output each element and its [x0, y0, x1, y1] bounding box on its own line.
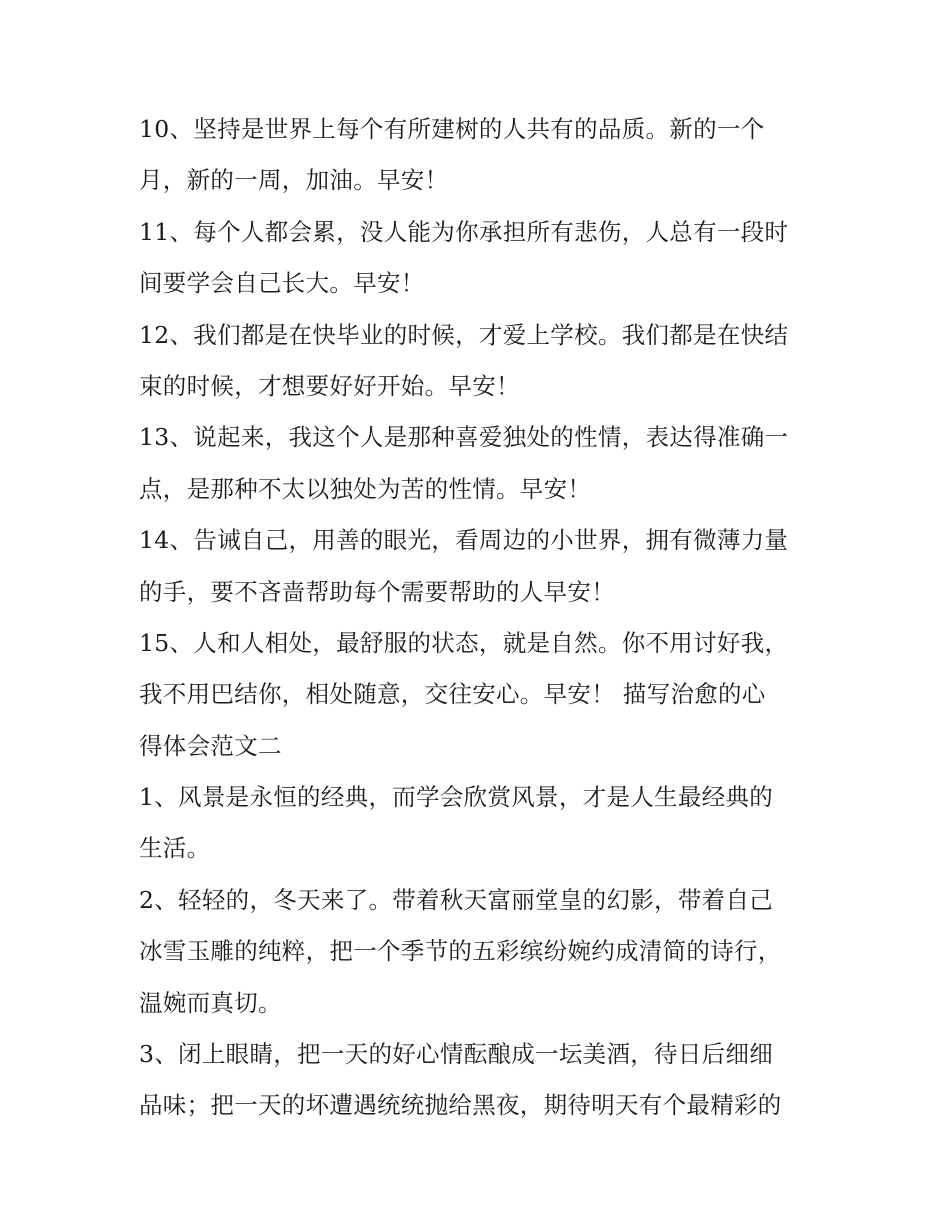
text-line: 间要学会自己长大。早安！ — [139, 269, 425, 298]
text-line: 14、告诫自己，用善的眼光，看周边的小世界，拥有微薄力量 — [139, 526, 789, 555]
text-line: 的手，要不吝啬帮助每个需要帮助的人早安！ — [139, 577, 615, 606]
text-line: 月，新的一周，加油。早安！ — [139, 166, 449, 195]
text-line: 2、轻轻的，冬天来了。带着秋天富丽堂皇的幻影，带着自己 — [139, 885, 774, 914]
document-body — [139, 104, 829, 1132]
text-line: 11、每个人都会累，没人能为你承担所有悲伤，人总有一段时 — [139, 217, 789, 246]
text-line: 束的时候，才想要好好开始。早安！ — [139, 371, 520, 400]
text-line: 点，是那种不太以独处为苦的性情。早安！ — [139, 474, 592, 503]
text-line: 冰雪玉雕的纯粹，把一个季节的五彩缤纷婉约成清简的诗行， — [139, 937, 782, 966]
text-line: 品味；把一天的坏遭遇统统抛给黑夜，期待明天有个最精彩的 — [139, 1091, 782, 1120]
text-line: 12、我们都是在快毕业的时候，才爱上学校。我们都是在快结 — [139, 320, 789, 349]
text-line: 3、闭上眼睛，把一天的好心情酝酿成一坛美酒，待日后细细 — [139, 1040, 774, 1069]
text-line: 温婉而真切。 — [139, 988, 282, 1017]
text-line: 15、人和人相处，最舒服的状态，就是自然。你不用讨好我， — [139, 628, 789, 657]
text-line: 得体会范文二 — [139, 731, 282, 760]
text-line: 我不用巴结你，相处随意，交往安心。早安！ 描写治愈的心 — [139, 680, 766, 709]
text-line: 10、坚持是世界上每个有所建树的人共有的品质。新的一个 — [139, 115, 765, 143]
text-line: 1、风景是永恒的经典，而学会欣赏风景，才是人生最经典的 — [139, 783, 774, 812]
text-line: 生活。 — [139, 834, 211, 863]
text-line: 13、说起来，我这个人是那种喜爱独处的性情，表达得准确一 — [139, 423, 789, 452]
